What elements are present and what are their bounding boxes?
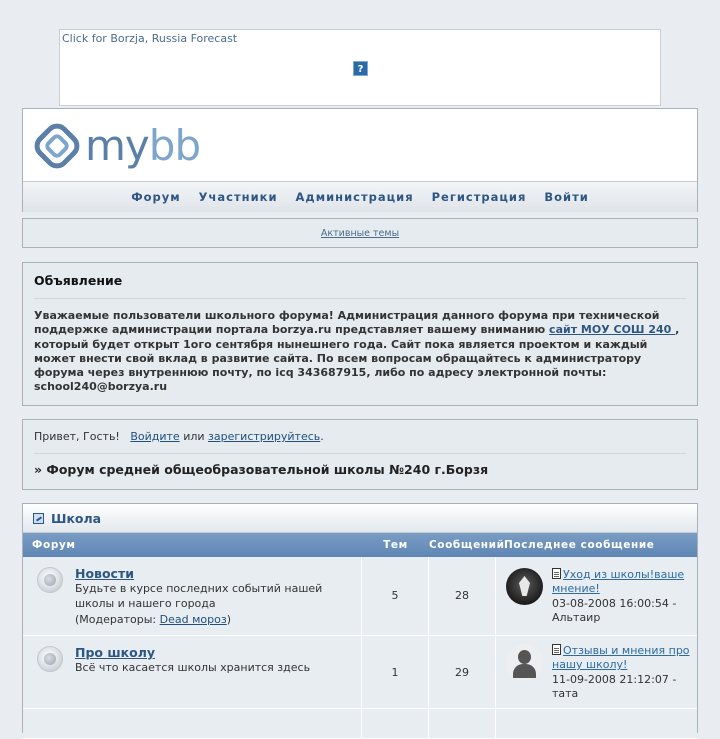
announcement-panel: [22, 262, 698, 406]
divider: [34, 453, 686, 454]
divider: [34, 298, 686, 299]
forum-moderators: (Модераторы: Dead мороз): [75, 613, 231, 626]
column-last-post: Последнее сообщение: [504, 539, 655, 551]
forum-description: Будьте в курсе последних событий нашей школы и нашего города: [75, 582, 323, 610]
last-post-author[interactable]: тата: [552, 686, 579, 700]
forum-cell: [23, 557, 362, 635]
moderator-link[interactable]: Dead мороз: [159, 613, 227, 626]
weather-forecast-link[interactable]: Click for Borzja, Russia Forecast: [62, 32, 238, 45]
last-post-link[interactable]: Отзывы и мнения про нашу школу!: [552, 644, 690, 672]
forum-description: Всё что касается школы хранится здесь: [75, 661, 311, 674]
announcement-text: Уважаемые пользователи школьного форума! Администрация данного форума при технической поддержке администрации портала borzya.ru представляет вашему вниманию сайт МОУ СОШ 240 , который будет открыт 1ого сентября нынешнего года. Сайт пока является проектом и каждый может внести свой вклад в развитие сайта. По всем вопросам обращайтесь к администратору форума через внутреннюю почту, по icq 343687915, либо по адресу электронной почты: school240@borzya.ru: [34, 309, 680, 394]
active-topics-link[interactable]: Активные темы: [320, 228, 400, 239]
last-post-cell: [496, 709, 697, 738]
active-topics-bar: [22, 218, 698, 248]
menu-members[interactable]: Участники: [198, 190, 278, 204]
category-title[interactable]: Школа: [51, 510, 102, 526]
announcement-title: Объявление: [34, 273, 123, 288]
topics-count: 5: [391, 589, 399, 602]
mybb-logo-text: mybb: [85, 121, 201, 170]
topics-cell: [362, 557, 429, 635]
table-row: [23, 636, 697, 709]
breadcrumb[interactable]: » Форум средней общеобразовательной школы №240 г.Борзя: [34, 462, 489, 477]
avatar[interactable]: [506, 568, 543, 605]
register-link[interactable]: зарегистрируйтесь: [208, 430, 321, 443]
posts-count: 28: [455, 589, 469, 602]
last-post-cell: [496, 557, 697, 635]
last-post-author[interactable]: Альтаир: [552, 610, 601, 624]
main-menu: [23, 181, 697, 212]
posts-cell: [429, 636, 496, 708]
forum-cell: [23, 709, 362, 738]
category-school: [22, 503, 698, 733]
last-post-date: 03-08-2008 16:00:54 -: [552, 596, 677, 610]
posts-cell: [429, 557, 496, 635]
welcome-panel: [22, 419, 698, 490]
guest-greeting: Привет, Гость! Войдите или зарегистрируйтесь.: [34, 430, 324, 443]
table-row: [23, 557, 697, 636]
forum-cell: [23, 636, 362, 708]
menu-login[interactable]: Войти: [544, 190, 589, 204]
topics-cell: [362, 636, 429, 708]
post-icon: [552, 644, 561, 655]
menu-forum[interactable]: Форум: [131, 190, 181, 204]
login-link[interactable]: Войдите: [130, 430, 180, 443]
mybb-logo[interactable]: [31, 119, 200, 173]
posts-count: 29: [455, 666, 469, 679]
column-forum: Форум: [32, 539, 76, 551]
topics-count: 1: [391, 666, 399, 679]
table-row: [23, 709, 697, 739]
mybb-logo-icon: [31, 120, 83, 172]
column-topics: Тем: [383, 539, 408, 551]
weather-widget: [59, 29, 661, 106]
forum-table-header: [23, 533, 697, 557]
header-panel: [22, 108, 698, 212]
posts-cell: [429, 709, 496, 738]
category-header: [23, 504, 697, 533]
school-site-link[interactable]: сайт МОУ СОШ 240: [549, 323, 676, 337]
forum-title-news[interactable]: Новости: [75, 566, 134, 581]
menu-administration[interactable]: Администрация: [295, 190, 414, 204]
last-post-date: 11-09-2008 21:12:07 -: [552, 672, 677, 686]
weather-image-placeholder-icon[interactable]: ?: [353, 61, 368, 76]
forum-status-icon: [37, 567, 63, 593]
forum-status-icon: [37, 646, 63, 672]
topics-cell: [362, 709, 429, 738]
collapse-icon[interactable]: [33, 513, 44, 524]
avatar[interactable]: [506, 644, 543, 681]
last-post-link[interactable]: Уход из школы!ваше мнение!: [552, 568, 685, 596]
column-posts: Сообщений: [429, 539, 505, 551]
post-icon: [552, 568, 561, 579]
last-post-cell: [496, 636, 697, 708]
forum-title-about-school[interactable]: Про школу: [75, 645, 155, 660]
menu-register[interactable]: Регистрация: [431, 190, 527, 204]
